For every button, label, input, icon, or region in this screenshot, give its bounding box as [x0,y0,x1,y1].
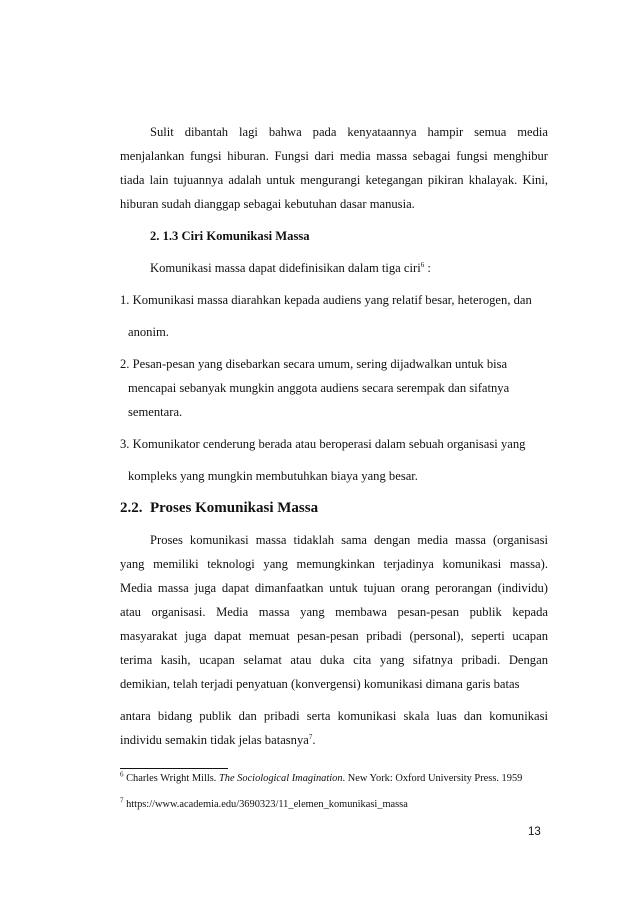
paragraph-2-line-6: terima kasih, ucapan selamat atau duka cita yang sifatnya pribadi. Dengan [120,653,548,667]
paragraph-2-line-2: yang memiliki teknologi yang memungkinkan terjadinya komunikasi massa). [120,557,548,571]
footnote-ref-7[interactable]: 7 [308,732,313,741]
footnote-7-link[interactable]: https://www.academia.edu/3690323/11_elemen_komunikasi_massa [123,799,408,810]
section-number: 2.2. [120,500,143,516]
paragraph-2-line-4: atau organisasi. Media massa yang membawa pesan-pesan publik kepada [120,605,548,619]
paragraph-2-line-5: masyarakat juga dapat memuat pesan-pesan pribadi (personal), seperti ucapan [120,629,548,643]
footnote-divider [120,768,228,769]
footnote-6-title: The Sociological Imagination [219,773,343,784]
list-item-3-line-1: 3. Komunikator cenderung berada atau beroperasi dalam sebuah organisasi yang [120,437,526,451]
intro-text: Komunikasi massa dapat didefinisikan dalam tiga ciri [150,261,421,275]
footnote-6-mark: 6 [120,770,124,779]
section-title: Proses Komunikasi Massa [150,500,319,516]
paragraph-1-line-3: tiada lain tujuannya adalah untuk mengurangi ketegangan pikiran khalayak. Kini, [120,173,548,187]
footnote-7 [120,798,408,811]
list-item-1-line-2: anonim. [128,325,169,339]
paragraph-2-line-9 [120,732,548,748]
footnote-6-rest: . New York: Oxford University Press. 1959 [342,773,523,784]
footnote-6 [120,772,522,785]
list-item-2-line-1: 2. Pesan-pesan yang disebarkan secara umum, sering dijadwalkan untuk bisa [120,357,508,371]
section-heading [120,500,548,516]
subheading: 2. 1.3 Ciri Komunikasi Massa [150,229,310,243]
footnote-7-mark: 7 [120,796,124,805]
list-item-2-line-3: sementara. [128,405,183,419]
footnote-ref-6[interactable]: 6 [420,260,425,269]
paragraph-2-last-tail: . [312,733,316,747]
paragraph-2-last-text: individu semakin tidak jelas batasnya [120,733,309,747]
list-item-3-line-2: kompleks yang mungkin membutuhkan biaya yang besar. [128,469,418,483]
page-number: 13 [528,826,541,838]
paragraph-1-line-2: menjalankan fungsi hiburan. Fungsi dari media massa sebagai fungsi menghibur [120,149,548,163]
paragraph-2-line-1: Proses komunikasi massa tidaklah sama dengan media massa (organisasi [150,533,548,547]
paragraph-1-line-1: Sulit dibantah lagi bahwa pada kenyataannya hampir semua media [150,125,548,139]
list-item-1-line-1: 1. Komunikasi massa diarahkan kepada audiens yang relatif besar, heterogen, dan [120,293,532,307]
paragraph-2-line-3: Media massa juga dapat dimanfaatkan untuk tujuan orang perorangan (individu) [120,581,548,595]
footnote-6-author: Charles Wright Mills. [123,773,219,784]
paragraph-2-line-8: antara bidang publik dan pribadi serta komunikasi skala luas dan komunikasi [120,709,548,723]
intro-line [150,260,578,276]
paragraph-1-line-4: hiburan sudah dianggap sebagai kebutuhan dasar manusia. [120,197,415,211]
paragraph-2-line-7: demikian, telah terjadi penyatuan (konvergensi) komunikasi dimana garis batas [120,677,520,691]
intro-tail: : [424,261,431,275]
list-item-2-line-2: mencapai sebanyak mungkin anggota audiens secara serempak dan sifatnya [128,381,510,395]
